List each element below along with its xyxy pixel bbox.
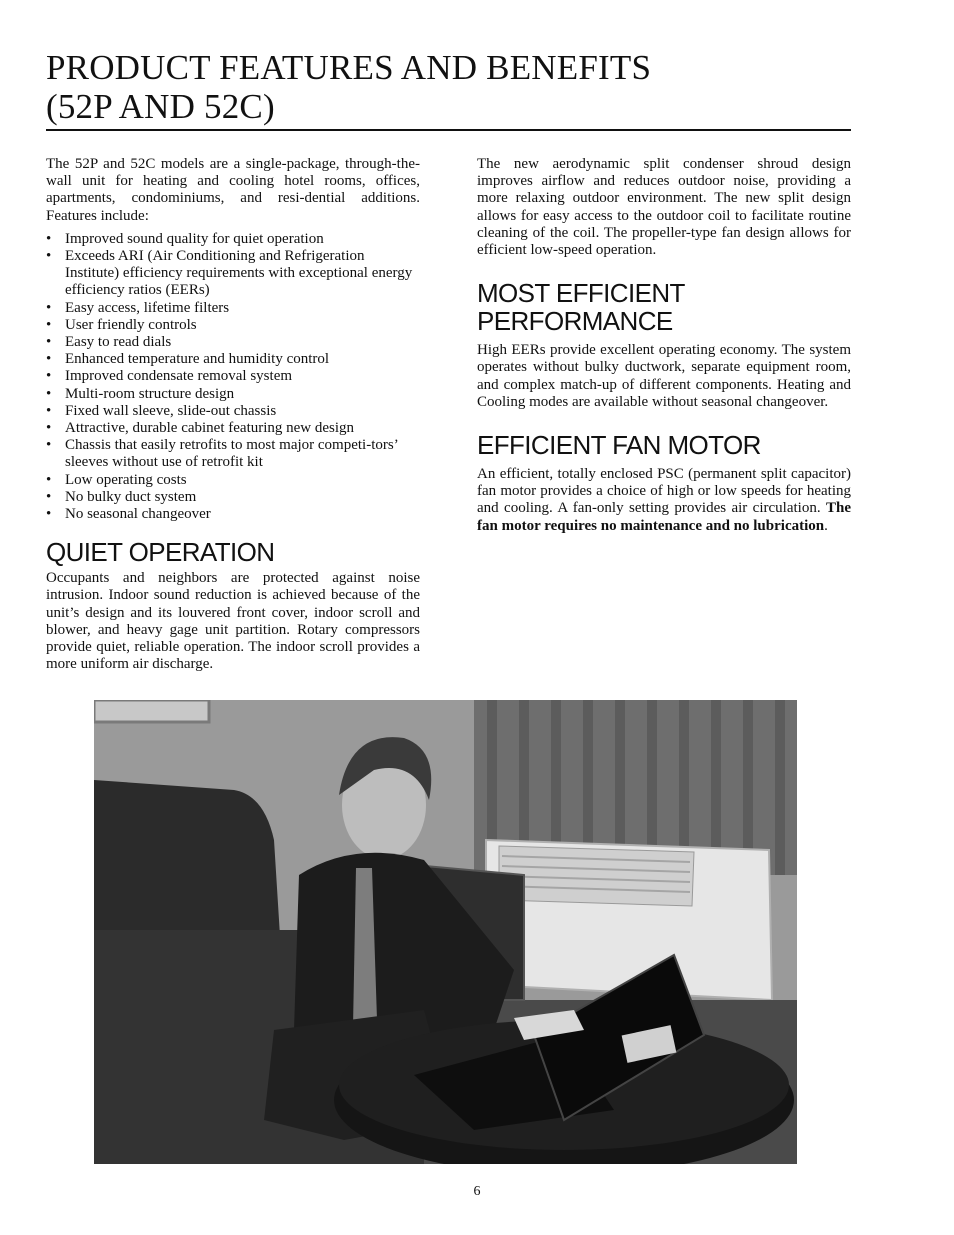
- left-column: [46, 156, 420, 673]
- bullet-dot: •: [46, 334, 52, 351]
- fan-motor-end: .: [824, 517, 828, 534]
- bullet-dot: •: [46, 385, 52, 402]
- feature-list-item: [46, 317, 420, 334]
- feature-text: Chassis that easily retrofits to most major competi-tors’ sleeves without use of retrofit kit: [65, 437, 398, 471]
- photo-picture-frame: [94, 700, 209, 722]
- feature-list-item: [46, 403, 420, 420]
- feature-list-item: [46, 386, 420, 403]
- bullet-dot: •: [46, 420, 52, 437]
- bullet-dot: •: [46, 316, 52, 333]
- page-title-line2: (52P AND 52C): [46, 87, 275, 126]
- title-divider: [46, 129, 851, 131]
- feature-text: User friendly controls: [65, 316, 197, 333]
- bullet-dot: •: [46, 488, 52, 505]
- feature-list-item: [46, 437, 420, 471]
- bullet-dot: •: [46, 299, 52, 316]
- feature-list: [46, 231, 420, 523]
- feature-text: No bulky duct system: [65, 488, 197, 505]
- shroud-paragraph: The new aerodynamic split condenser shroud design improves airflow and reduces outdoor noise, providing a more relaxing outdoor environment. The new split design allows for easy access to the outdoor coil to facilitate routine cleaning of the coil. The propeller-type fan design allows for efficient low-speed operation.: [477, 156, 851, 259]
- feature-text: Improved sound quality for quiet operation: [65, 230, 324, 247]
- feature-text: Attractive, durable cabinet featuring new design: [65, 420, 355, 437]
- photo-illustration: [94, 700, 797, 1164]
- bullet-dot: •: [46, 506, 52, 523]
- feature-list-item: [46, 231, 420, 248]
- feature-text: Improved condensate removal system: [65, 368, 293, 385]
- fan-motor-paragraph: [477, 466, 851, 535]
- feature-list-item: [46, 351, 420, 368]
- fan-motor-bold-text: The fan motor requires no maintenance and no lubrication: [477, 500, 851, 534]
- bullet-dot: •: [46, 368, 52, 385]
- performance-heading-line2: PERFORMANCE: [477, 306, 673, 337]
- page-number: 6: [473, 1184, 481, 1199]
- bullet-dot: •: [46, 351, 52, 368]
- feature-list-item: [46, 420, 420, 437]
- quiet-operation-heading: QUIET OPERATION: [46, 537, 275, 568]
- feature-list-item: [46, 368, 420, 385]
- page-title-line1: PRODUCT FEATURES AND BENEFITS: [46, 48, 652, 87]
- right-column: [477, 156, 851, 535]
- feature-list-item: [46, 248, 420, 300]
- feature-text: Enhanced temperature and humidity control: [65, 351, 330, 368]
- feature-text: Fixed wall sleeve, slide-out chassis: [65, 402, 277, 419]
- performance-heading-line1: MOST EFFICIENT: [477, 278, 685, 309]
- page-title: [46, 48, 851, 126]
- feature-list-item: [46, 300, 420, 317]
- bullet-dot: •: [46, 248, 52, 265]
- performance-paragraph: High EERs provide excellent operating economy. The system operates without bulky ductwork, separate equipment room, and complex match-up of different components. Heating and Cooling modes are available without seasonal changeover.: [477, 342, 851, 410]
- bullet-dot: •: [46, 471, 52, 488]
- bullet-dot: •: [46, 230, 52, 247]
- feature-text: Easy access, lifetime filters: [65, 299, 230, 316]
- bullet-dot: •: [46, 437, 52, 454]
- feature-text: Low operating costs: [65, 471, 187, 488]
- bullet-dot: •: [46, 402, 52, 419]
- feature-text: Easy to read dials: [65, 334, 172, 351]
- feature-text: Exceeds ARI (Air Conditioning and Refrigeration Institute) efficiency requirements with exceptional energy efficiency ratios (EERs): [65, 248, 413, 299]
- feature-list-item: [46, 334, 420, 351]
- performance-heading: [477, 279, 851, 335]
- intro-paragraph: The 52P and 52C models are a single-package, through-the-wall unit for heating and cooling hotel rooms, offices, apartments, condominiums, and resi-dential additions. Features include:: [46, 156, 420, 224]
- fan-motor-text: An efficient, totally enclosed PSC (permanent split capacitor) fan motor provides a choice of high or low speeds for heating and cooling. A fan-only setting provides air circulation.: [477, 466, 851, 517]
- fan-motor-heading: EFFICIENT FAN MOTOR: [477, 430, 761, 461]
- feature-list-item: [46, 506, 420, 523]
- feature-list-item: [46, 472, 420, 489]
- feature-text: Multi-room structure design: [65, 385, 235, 402]
- product-photo: [94, 700, 797, 1164]
- feature-list-item: [46, 489, 420, 506]
- quiet-operation-paragraph: Occupants and neighbors are protected against noise intrusion. Indoor sound reduction is achieved because of the unit’s design and its louvered front cover, indoor scroll and blower, and heavy gage unit partition. Rotary compressors provide quiet, reliable operation. The indoor scroll provides a more uniform air discharge.: [46, 570, 420, 673]
- feature-text: No seasonal changeover: [65, 506, 211, 523]
